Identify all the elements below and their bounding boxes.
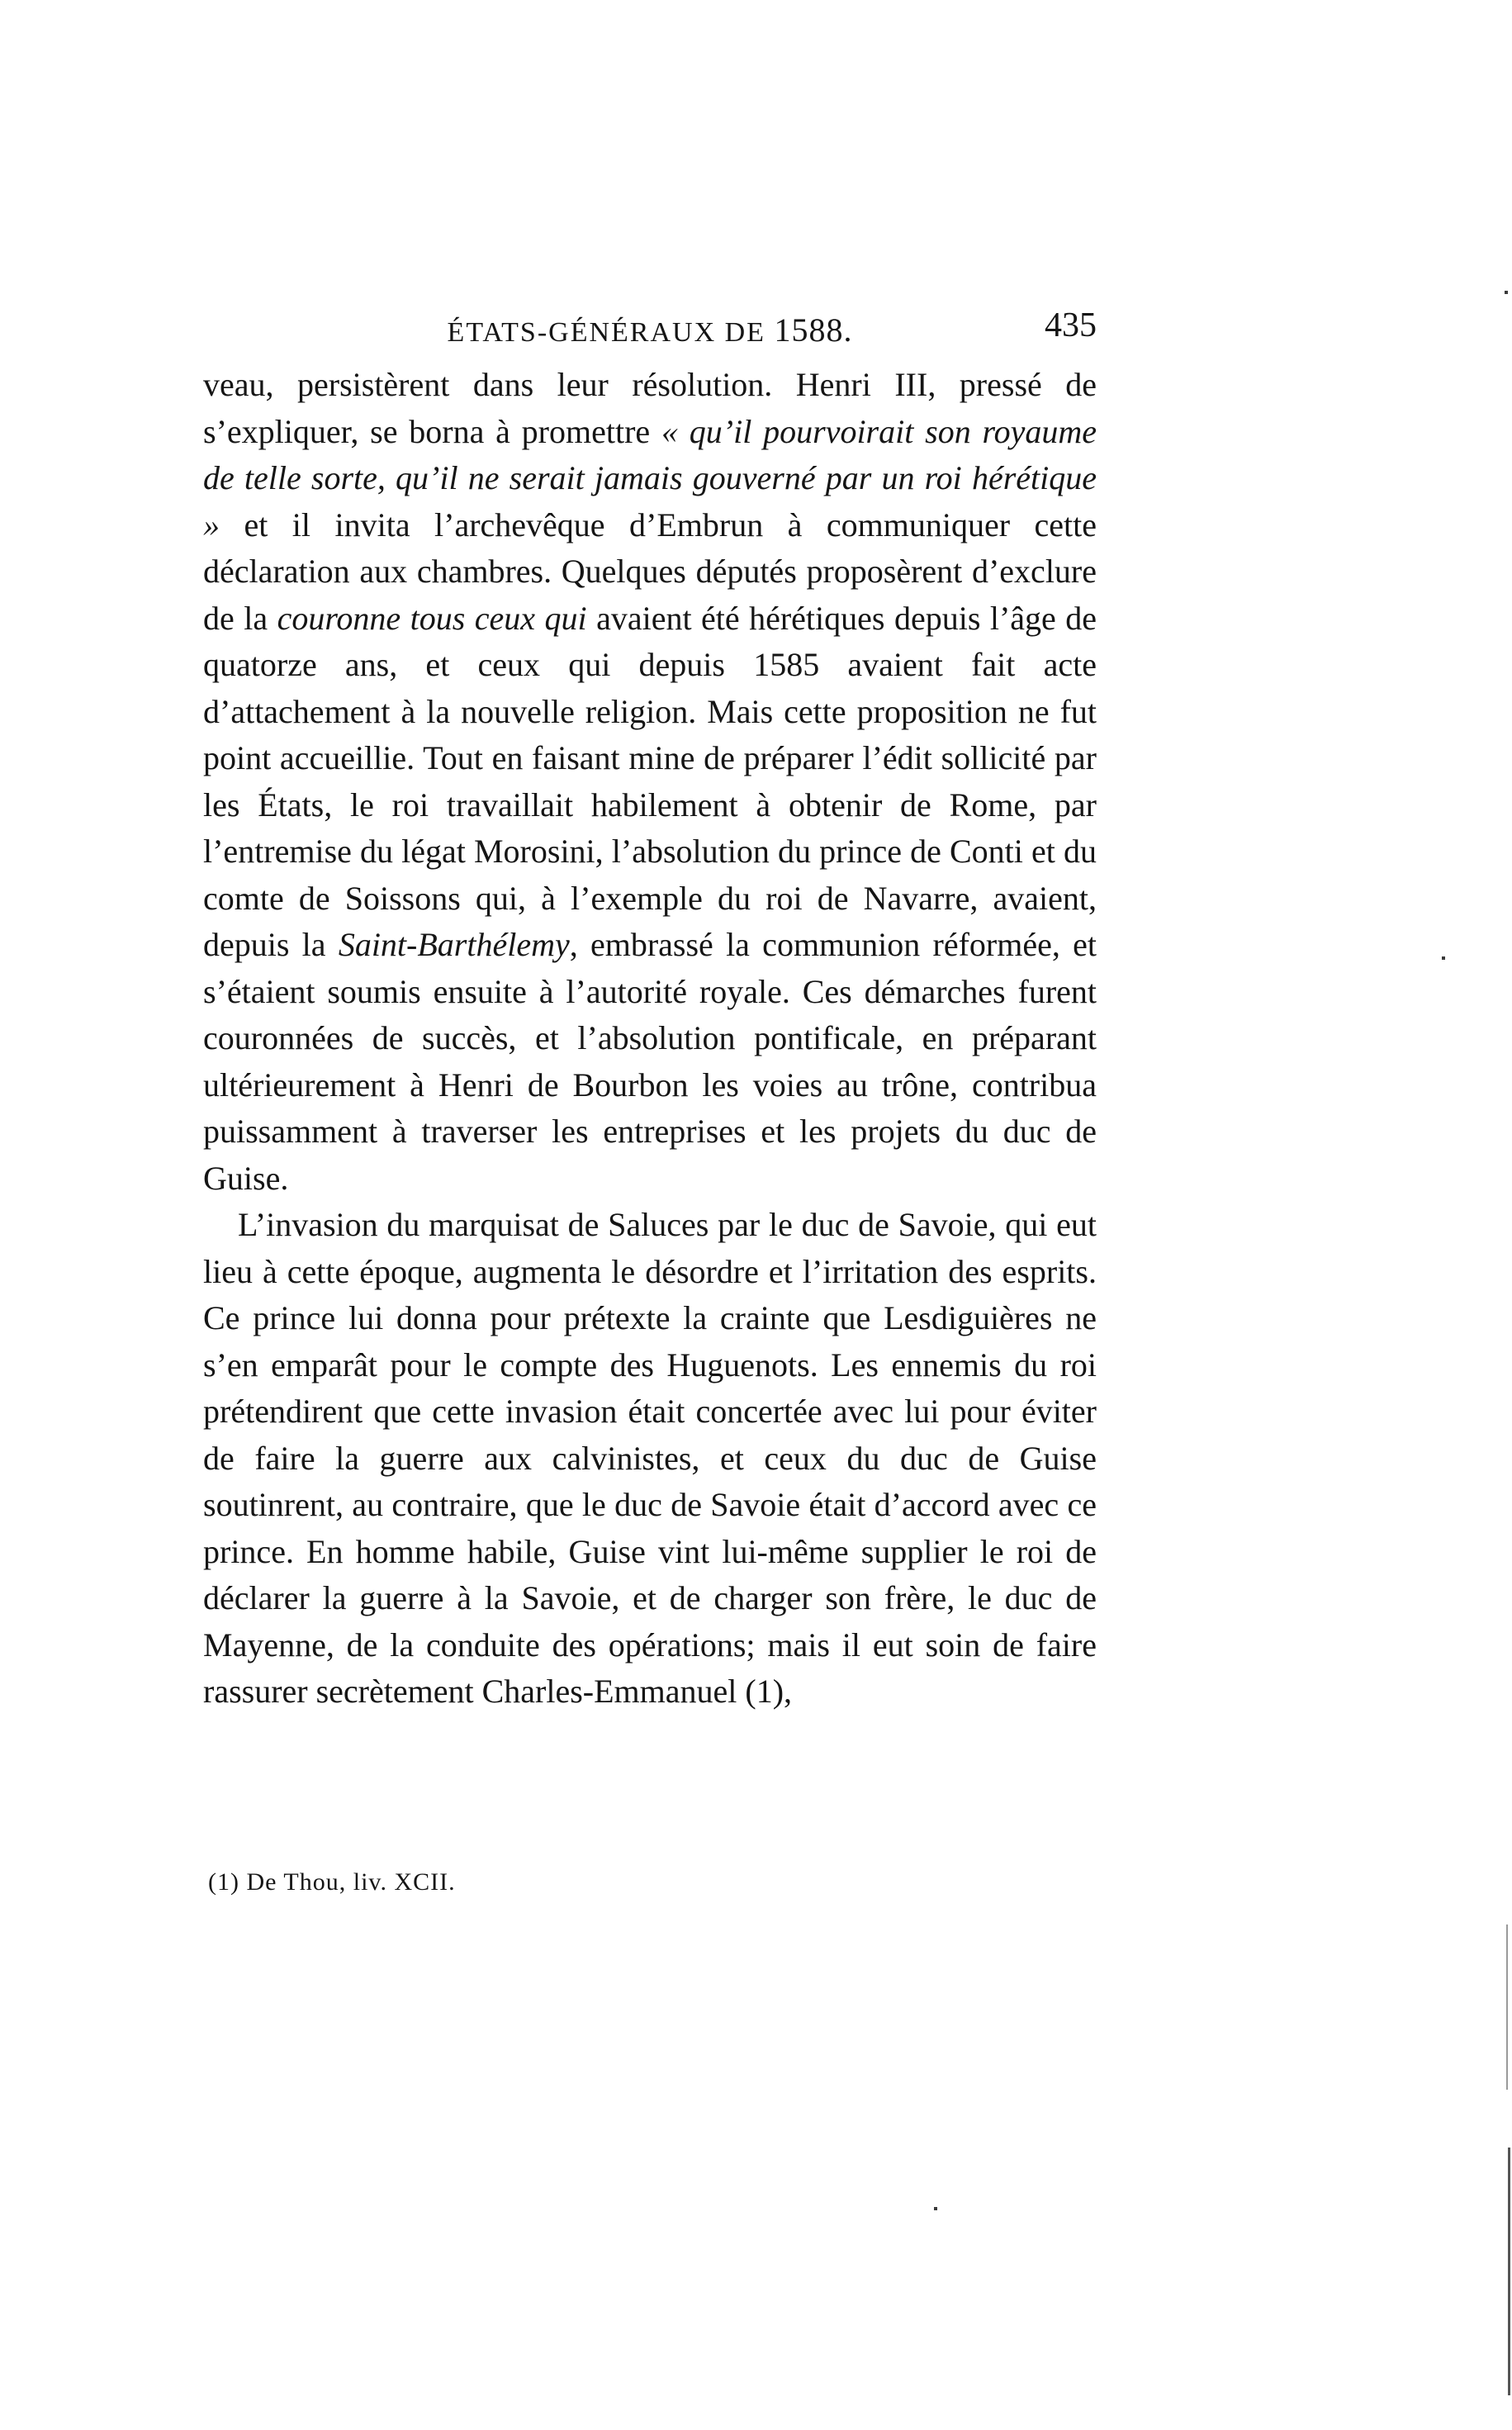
running-head bbox=[203, 306, 1097, 355]
scan-edge-mark bbox=[934, 2207, 937, 2210]
footnote-reference: XCII. bbox=[394, 1868, 456, 1896]
page-number: 435 bbox=[1045, 306, 1097, 344]
scan-edge-mark bbox=[1506, 1925, 1508, 2090]
text-run: et il invita l’archevêque d’Embrun à communiquer cette déclaration aux chambres. Quelques députés proposèrent d’exclure de la bbox=[203, 505, 1097, 637]
footnote-marker: (1) bbox=[208, 1868, 239, 1896]
running-title-year: 1588. bbox=[774, 311, 853, 349]
body-text bbox=[203, 362, 1097, 1716]
text-run: avaient été hérétiques depuis l’âge de quatorze ans, et ceux qui depuis 1585 avaient fait acte d’attachement à la nouvelle religion. Mais cette proposition ne fut point accueillie. Tout en faisant mine de préparer l’édit sollicité par les États, le roi travaillait habilement à obtenir de Rome, par l’entremise du légat Morosini, l’absolution du prince de Conti et du comte de Soissons qui, à l’exemple du roi de Navarre, avaient, depuis la bbox=[203, 599, 1097, 963]
footnote-text: De Thou, liv. bbox=[246, 1868, 387, 1896]
text-run: L’invasion du marquisat de Saluces par le duc de Savoie, qui eut lieu à cette époque, augmenta le désordre et l’irritation des esprits. Ce prince lui donna pour prétexte la crainte que Lesdiguières ne s’en emparât pour le compte des Huguenots. Les ennemis du roi prétendirent que cette invasion était concertée avec lui pour éviter de faire la guerre aux calvinistes, et ceux du duc de Guise soutinrent, au contraire, que le duc de Savoie était d’accord avec ce prince. En homme habile, Guise vint lui-même supplier le roi de déclarer la guerre à la Savoie, et de charger son frère, le duc de Mayenne, de la conduite des opérations; mais il eut soin de faire rassurer secrètement Charles-Emmanuel (1), bbox=[203, 1206, 1097, 1710]
paragraph-2 bbox=[203, 1202, 1097, 1716]
scan-edge-mark bbox=[1505, 291, 1508, 294]
paragraph-1 bbox=[203, 362, 1097, 1202]
running-title-text: ÉTATS-GÉNÉRAUX DE bbox=[447, 317, 765, 348]
italic-text-run: « qu’il pourvoirait son royaume de telle sorte, qu’il ne serait jamais gouverné par un roi hérétique » bbox=[203, 412, 1097, 543]
scan-edge-mark bbox=[1442, 956, 1445, 960]
text-run: veau, persistèrent dans leur résolution. Henri III, pressé de s’expliquer, se borna à promettre bbox=[203, 366, 1097, 450]
italic-text-run: Saint-Barthélemy bbox=[338, 926, 570, 963]
text-run: , embrassé la communion réformée, et s’étaient soumis ensuite à l’autorité royale. Ces démarches furent couronnées de succès, et l’absolution pontificale, en préparant ultérieurement à Henri de Bourbon les voies au trône, contribua puissamment à traverser les entreprises et les projets du duc de Guise. bbox=[203, 926, 1097, 1197]
running-title bbox=[203, 311, 1097, 349]
footnote bbox=[208, 1868, 456, 1896]
italic-text-run: couronne tous ceux qui bbox=[277, 599, 587, 637]
scan-edge-mark bbox=[1508, 2148, 1510, 2395]
